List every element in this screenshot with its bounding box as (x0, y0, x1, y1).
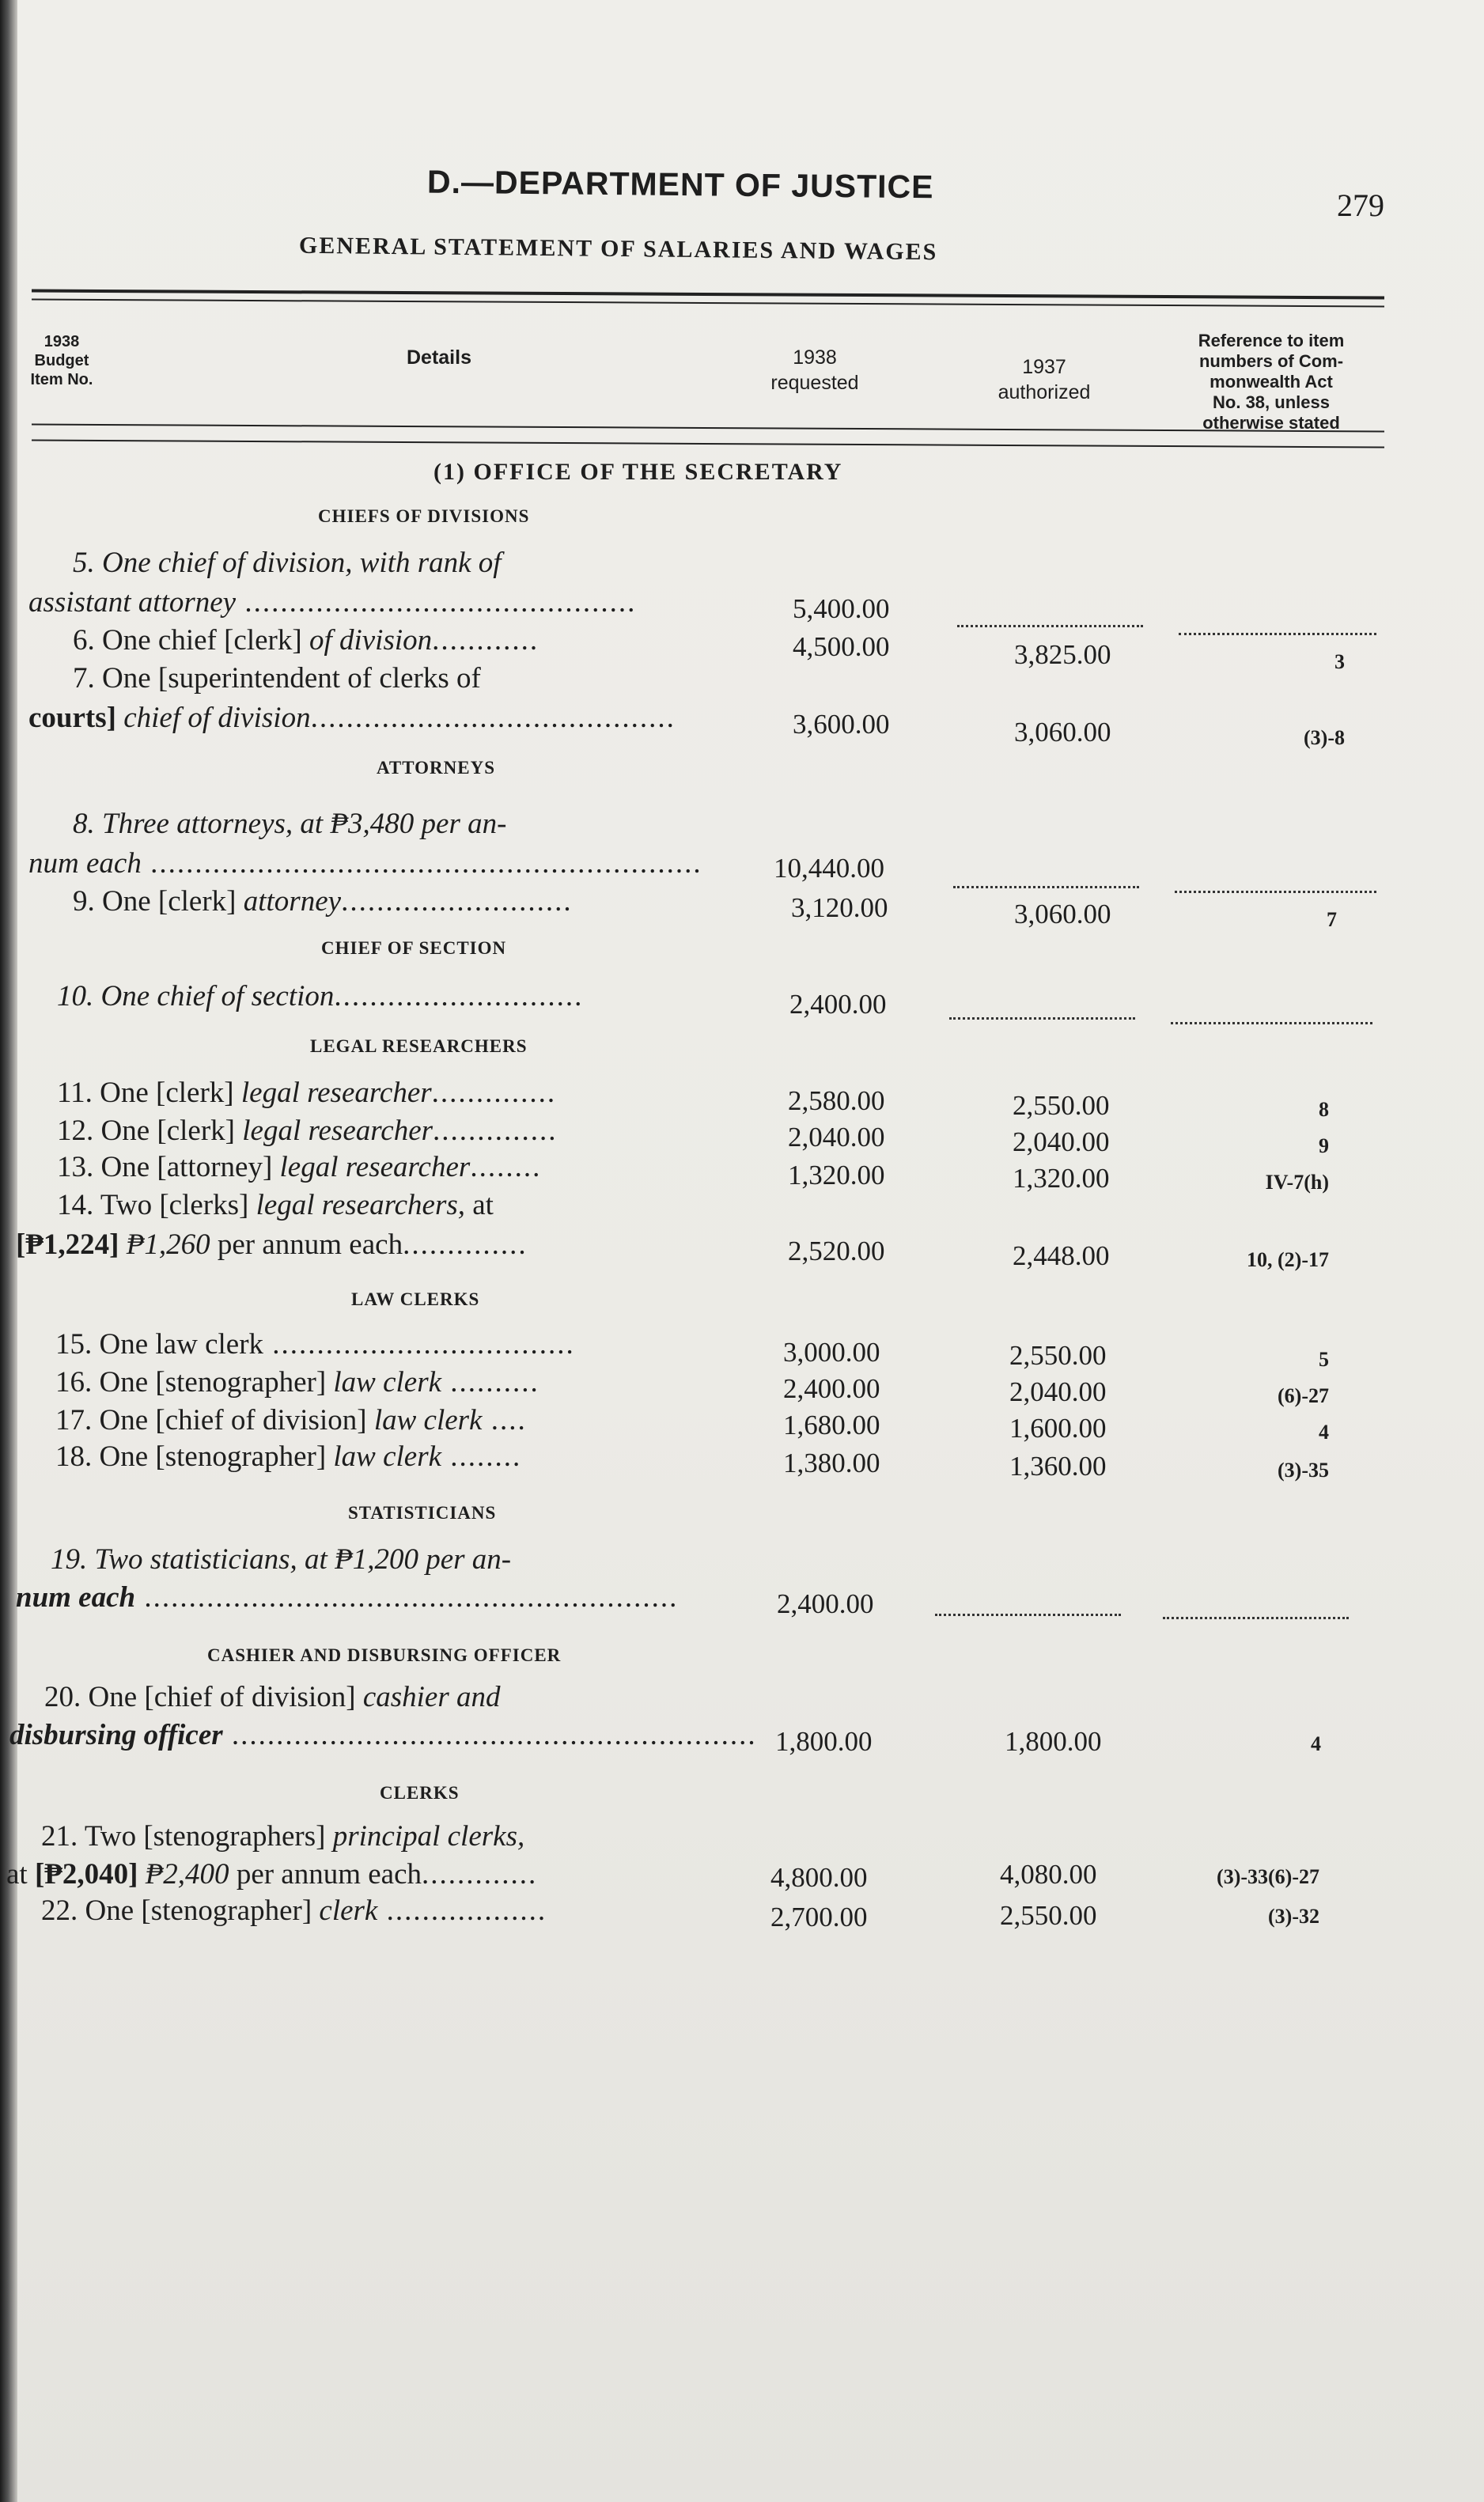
item-5-line2: assistant attorney ............................................ (28, 586, 637, 619)
item-21-new-rate: ₱2,400 (138, 1858, 229, 1891)
item-17-italic: law clerk (366, 1404, 483, 1436)
page-number: 279 (1337, 187, 1384, 223)
column-header-reference-line: otherwise stated (1202, 413, 1340, 433)
column-header-item-no (30, 332, 93, 389)
column-header-requested-line: 1938 (793, 346, 837, 369)
item-15-text: 15. One law clerk (55, 1328, 264, 1361)
item-17-text: 17. One (55, 1404, 156, 1436)
item-16-authorized: 2,040.00 (1009, 1376, 1107, 1407)
column-header-reference-line: numbers of Com- (1198, 351, 1344, 371)
item-14-bracket: [clerks] (159, 1189, 249, 1221)
item-12-bracket: [clerk] (157, 1115, 235, 1147)
item-19-authorized-blank (935, 1614, 1121, 1616)
item-8-requested: 10,440.00 (774, 853, 884, 884)
item-10-line: 10. One chief of section............................ (57, 980, 584, 1013)
item-13-italic: legal researcher (272, 1151, 471, 1183)
item-7-line2: courts] chief of division......................................... (28, 702, 676, 734)
item-18-bracket: [stenographer] (155, 1440, 327, 1473)
category-heading: ATTORNEYS (377, 758, 496, 778)
item-12-authorized: 2,040.00 (1013, 1126, 1110, 1157)
item-7-text: 7. One (73, 662, 158, 695)
column-header-rule-lower (32, 440, 1384, 449)
item-20-line2: disbursing officer ........................................................... (9, 1719, 757, 1751)
item-16-italic: law clerk (326, 1366, 442, 1399)
item-18-italic: law clerk (326, 1440, 442, 1473)
item-7-requested: 3,600.00 (793, 709, 890, 740)
item-17-authorized: 1,600.00 (1009, 1413, 1107, 1444)
item-7-bracket-end: courts] (28, 702, 116, 734)
item-9-line: 9. One [clerk] attorney.......................... (73, 885, 573, 918)
item-9-reference: 7 (1327, 908, 1337, 931)
scan-binding-edge (0, 0, 17, 2502)
item-14-line2: [₱1,224] ₱1,260 per annum each.............. (16, 1228, 528, 1261)
item-16-text: 16. One (55, 1366, 156, 1399)
item-5-reference-blank (1179, 633, 1376, 635)
item-6-bracket: [clerk] (224, 624, 302, 657)
item-21-old-rate: [₱2,040] (34, 1858, 138, 1891)
item-21-italic: principal clerks, (325, 1820, 525, 1853)
item-9-authorized: 3,060.00 (1014, 899, 1111, 929)
item-5-line1: 5. One chief of division, with rank of (73, 547, 502, 579)
item-7-line1 (73, 661, 481, 695)
item-13-bracket: [attorney] (157, 1151, 273, 1183)
item-21-requested: 4,800.00 (770, 1862, 868, 1893)
item-13-line: 13. One [attorney] legal researcher........ (57, 1151, 542, 1183)
item-22-requested: 2,700.00 (770, 1902, 868, 1932)
item-11-text: 11. One (57, 1077, 157, 1109)
item-16-line: 16. One [stenographer] law clerk .......... (55, 1366, 539, 1399)
column-header-reference-line: No. 38, unless (1213, 392, 1330, 412)
item-20-text: 20. One (44, 1681, 145, 1713)
item-13-text: 13. One (57, 1151, 157, 1183)
item-22-italic: clerk (312, 1894, 378, 1927)
column-header-details: Details (407, 346, 471, 369)
header-rule-thick (32, 290, 1384, 300)
item-21-line1 (41, 1819, 524, 1853)
item-12-requested: 2,040.00 (788, 1122, 885, 1153)
column-header-item-line: Budget (34, 352, 89, 369)
item-20-line1 (44, 1680, 501, 1714)
item-15-authorized: 2,550.00 (1009, 1340, 1107, 1371)
item-14-new-rate: ₱1,260 (119, 1228, 210, 1261)
item-5-authorized-blank (957, 625, 1143, 627)
column-header-requested-line: requested (770, 372, 859, 394)
column-header-authorized (957, 354, 1131, 405)
item-18-line: 18. One [stenographer] law clerk ........ (55, 1440, 522, 1473)
item-11-reference: 8 (1319, 1098, 1329, 1121)
item-20-italic-cont: disbursing officer (9, 1719, 223, 1751)
item-20-reference: 4 (1311, 1732, 1321, 1755)
item-12-line: 12. One [clerk] legal researcher.............. (57, 1115, 558, 1147)
item-8-authorized-blank (953, 886, 1139, 888)
category-heading: LEGAL RESEARCHERS (310, 1036, 528, 1056)
item-21-line2: at [₱2,040] ₱2,400 per annum each............. (6, 1858, 538, 1891)
column-header-item-line: 1938 (44, 333, 80, 350)
item-10-requested: 2,400.00 (789, 989, 887, 1020)
column-header-authorized-line: 1937 (1022, 356, 1066, 378)
item-20-authorized: 1,800.00 (1005, 1726, 1102, 1757)
item-14-old-rate: [₱1,224] (16, 1228, 119, 1261)
item-15-requested: 3,000.00 (783, 1337, 880, 1368)
item-21-text-at: at (6, 1858, 35, 1891)
item-14-authorized: 2,448.00 (1013, 1240, 1110, 1271)
item-17-line: 17. One [chief of division] law clerk .... (55, 1404, 527, 1436)
item-10-authorized-blank (949, 1017, 1135, 1020)
category-heading: CHIEFS OF DIVISIONS (318, 506, 530, 526)
item-22-reference: (3)-32 (1268, 1905, 1319, 1928)
item-8-line2: num each .............................................................. (28, 847, 702, 880)
item-14-text-end: at (465, 1189, 494, 1221)
column-header-item-line: Item No. (30, 371, 93, 388)
column-header-authorized-line: authorized (998, 381, 1091, 403)
item-22-line: 22. One [stenographer] clerk .................. (41, 1894, 547, 1927)
item-13-authorized: 1,320.00 (1013, 1163, 1110, 1194)
category-heading: CLERKS (380, 1783, 460, 1803)
item-7-bracket: [superintendent of clerks of (157, 662, 481, 695)
item-9-bracket: [clerk] (157, 885, 237, 918)
item-18-text: 18. One (55, 1440, 156, 1473)
item-22-text: 22. One (41, 1894, 142, 1927)
item-17-requested: 1,680.00 (783, 1410, 880, 1440)
category-heading: STATISTICIANS (348, 1503, 497, 1523)
item-20-bracket: [chief of division] (144, 1681, 356, 1713)
item-22-authorized: 2,550.00 (1000, 1900, 1097, 1931)
department-title: D.—DEPARTMENT OF JUSTICE (426, 163, 934, 206)
item-9-requested: 3,120.00 (791, 892, 888, 923)
category-heading: LAW CLERKS (351, 1289, 480, 1309)
item-19-reference-blank (1163, 1617, 1349, 1619)
item-18-reference: (3)-35 (1278, 1459, 1329, 1482)
column-header-requested (736, 345, 894, 396)
category-heading: CHIEF OF SECTION (321, 938, 507, 958)
item-17-bracket: [chief of division] (155, 1404, 367, 1436)
item-6-line: 6. One chief [clerk] of division............ (73, 624, 539, 657)
item-21-text: 21. Two (41, 1820, 144, 1853)
item-14-text-tail: per annum each (210, 1228, 403, 1261)
item-19-requested: 2,400.00 (777, 1588, 874, 1619)
item-6-reference: 3 (1334, 650, 1345, 673)
item-20-italic: cashier and (355, 1681, 501, 1713)
item-14-reference: 10, (2)-17 (1247, 1248, 1329, 1271)
item-6-text: 6. One chief (73, 624, 225, 657)
item-10-reference-blank (1171, 1022, 1372, 1024)
column-header-reference (1157, 331, 1386, 433)
item-11-line: 11. One [clerk] legal researcher.............. (57, 1077, 557, 1109)
item-7-italic: chief of division (115, 702, 311, 734)
item-19-line1: 19. Two statisticians, at ₱1,200 per an- (51, 1543, 512, 1576)
section-title: (1) OFFICE OF THE SECRETARY (433, 459, 843, 485)
item-11-italic: legal researcher (233, 1077, 432, 1109)
item-13-requested: 1,320.00 (788, 1160, 885, 1190)
item-11-bracket: [clerk] (156, 1077, 234, 1109)
item-6-authorized: 3,825.00 (1014, 639, 1111, 670)
item-11-authorized: 2,550.00 (1013, 1090, 1110, 1121)
item-16-reference: (6)-27 (1278, 1384, 1329, 1407)
header-rule-thin (32, 299, 1384, 308)
item-12-text: 12. One (57, 1115, 157, 1147)
item-5-requested: 5,400.00 (793, 593, 890, 624)
item-14-line1 (57, 1188, 494, 1222)
column-header-reference-line: monwealth Act (1210, 372, 1333, 392)
item-21-reference: (3)-33(6)-27 (1217, 1865, 1319, 1888)
item-10-text: 10. One chief of section (57, 980, 335, 1013)
item-21-authorized: 4,080.00 (1000, 1859, 1097, 1890)
item-7-authorized: 3,060.00 (1014, 717, 1111, 748)
item-16-bracket: [stenographer] (155, 1366, 327, 1399)
item-19-text: num each (16, 1581, 136, 1614)
item-9-italic: attorney (236, 885, 342, 918)
item-12-reference: 9 (1319, 1134, 1329, 1157)
item-11-requested: 2,580.00 (788, 1085, 885, 1116)
item-5-text: assistant attorney (28, 586, 237, 619)
item-6-italic: of division (301, 624, 433, 657)
item-20-requested: 1,800.00 (775, 1726, 873, 1757)
item-15-line: 15. One law clerk .................................. (55, 1328, 575, 1361)
statement-subtitle: GENERAL STATEMENT OF SALARIES AND WAGES (298, 232, 938, 266)
item-22-bracket: [stenographer] (141, 1894, 312, 1927)
item-16-requested: 2,400.00 (783, 1373, 880, 1404)
item-8-text: num each (28, 847, 142, 880)
item-8-reference-blank (1175, 891, 1376, 893)
item-17-reference: 4 (1319, 1421, 1329, 1444)
category-heading: CASHIER AND DISBURSING OFFICER (207, 1645, 562, 1665)
item-19-line2: num each ............................................................ (16, 1581, 679, 1614)
item-14-requested: 2,520.00 (788, 1236, 885, 1266)
item-21-bracket: [stenographers] (143, 1820, 326, 1853)
item-21-text-tail: per annum each (229, 1858, 422, 1891)
item-12-italic: legal researcher (235, 1115, 433, 1147)
item-13-reference: IV-7(h) (1265, 1171, 1329, 1194)
item-8-line1: 8. Three attorneys, at ₱3,480 per an- (73, 808, 507, 840)
item-7-reference: (3)-8 (1304, 726, 1345, 749)
item-9-text: 9. One (73, 885, 158, 918)
item-6-requested: 4,500.00 (793, 631, 890, 662)
item-18-authorized: 1,360.00 (1009, 1451, 1107, 1482)
column-header-reference-line: Reference to item (1198, 331, 1345, 350)
item-14-text: 14. Two (57, 1189, 160, 1221)
item-14-italic: legal researchers, (248, 1189, 465, 1221)
item-18-requested: 1,380.00 (783, 1448, 880, 1478)
item-15-reference: 5 (1319, 1348, 1329, 1371)
